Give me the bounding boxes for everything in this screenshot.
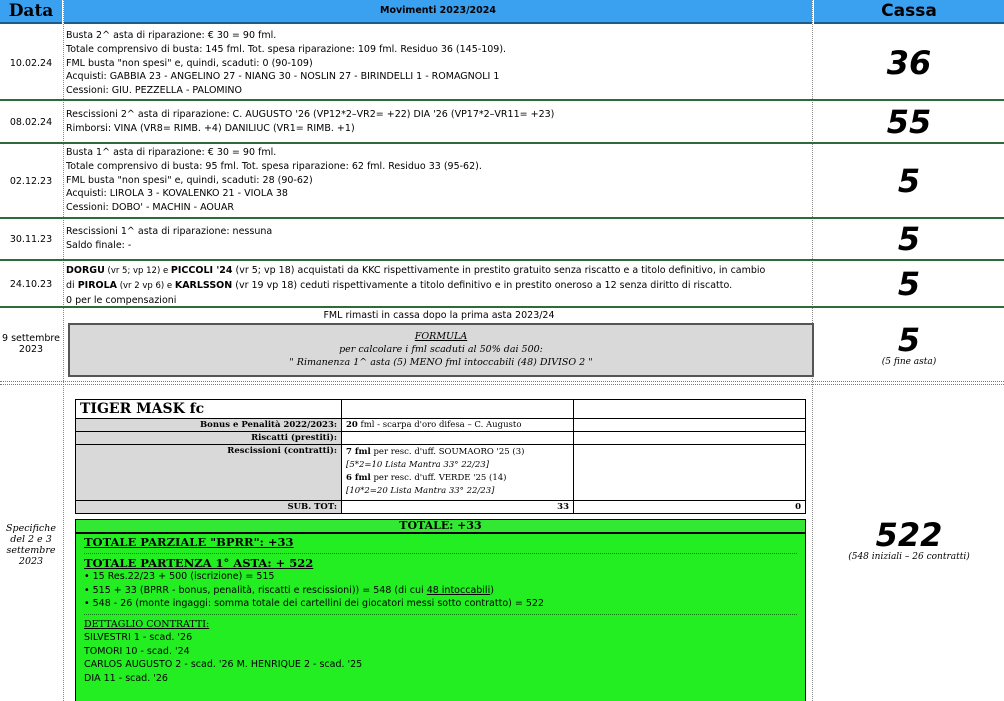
bullet-line — [84, 584, 797, 598]
text-line: Cessioni: GIU. PEZZELLA - PALOMINO — [66, 85, 243, 97]
divider — [84, 614, 797, 615]
player-details: (vr 5; vp 18) acquistati da KKC rispettivamente in prestito gratuito senza riscatto e a titolo definitivo, in cambio — [232, 265, 766, 276]
subtot-label: SUB. TOT: — [76, 501, 342, 513]
row-cassa — [814, 146, 1004, 216]
text-line: Totale comprensivo di busta: 95 fml. Tot. spesa riparazione: 62 fml. Residuo 33 (95-62). — [66, 160, 482, 172]
table-cell — [342, 432, 574, 445]
formula-title: FORMULA — [414, 331, 468, 342]
row-cassa — [814, 221, 1004, 257]
riscatti-label: Riscatti (prestiti): — [76, 432, 342, 445]
text-line: 0 per le compensazioni — [66, 294, 177, 306]
row-divider — [0, 217, 1004, 219]
text-fragment: di — [66, 279, 78, 291]
text-line: FML busta "non spesi" e, quindi, scaduti: 0 (90-109) — [66, 57, 313, 69]
row-divider — [0, 381, 1004, 382]
table-cell — [574, 400, 805, 419]
cassa-value: 5 — [897, 220, 921, 258]
totale-bar: TOTALE: +33 — [75, 519, 806, 533]
cassa-value: 55 — [886, 103, 932, 141]
bonus-label: Bonus e Penalità 2022/2023: — [76, 419, 342, 432]
rescissioni-label: Rescissioni (contratti): — [76, 445, 342, 501]
table-cell — [342, 400, 574, 419]
formula-line: per calcolare i fml scaduti al 50% dai 500: — [339, 344, 543, 355]
rescissioni-value — [342, 445, 574, 501]
text-line: Acquisti: GABBIA 23 - ANGELINO 27 - NIANG 30 - NOSLIN 27 - BIRINDELLI 1 - ROMAGNOLI 1 — [66, 71, 500, 83]
text-line: Rescissioni 1^ asta di riparazione: nessuna — [66, 226, 273, 237]
text-line: Busta 1^ asta di riparazione: € 30 = 90 fml. — [66, 147, 277, 158]
subtot-value: 33 — [342, 501, 574, 513]
player-details: (vr 19 vp 18) ceduti rispettivamente a titolo definitivo e in prestito oneroso a 12 senza diritto di riscatto. — [232, 279, 733, 291]
row-date: Specifiche del 2 e 3 settembre 2023 — [6, 523, 56, 567]
row-date: 30.11.23 — [9, 233, 53, 245]
dettaglio-title: DETTAGLIO CONTRATTI: — [84, 618, 210, 630]
player-details: (vr 2 vp 6) e — [117, 280, 175, 291]
player-name: PICCOLI '24 — [170, 265, 233, 276]
contract-line: DIA 11 - scad. '26 — [84, 672, 168, 684]
contract-line: SILVESTRI 1 - scad. '26 — [84, 632, 193, 643]
column-divider — [63, 0, 64, 701]
row-divider — [0, 384, 1004, 385]
contract-line: CARLOS AUGUSTO 2 - scad. '26 M. HENRIQUE 2 - scad. '25 — [84, 659, 363, 670]
divider — [84, 553, 797, 554]
text-line: Saldo finale: - — [66, 239, 132, 251]
row-date: 02.12.23 — [9, 175, 53, 187]
header-cassa: Cassa — [814, 0, 1004, 24]
resc-amount: 6 fml — [346, 473, 371, 483]
resc-note: [5*2=10 Lista Mantra 33° 22/23] — [346, 460, 490, 470]
header-data: Data — [0, 0, 62, 24]
cassa-value: 5 — [897, 321, 921, 359]
text-fragment: ) — [490, 584, 494, 596]
resc-desc: per resc. d'uff. SOUMAORO '25 (3) — [370, 447, 525, 457]
resc-amount: 7 fml — [346, 447, 371, 457]
row-date: 24.10.23 — [9, 278, 53, 290]
bullet-line: • 15 Res.22/23 + 500 (iscrizione) = 515 — [84, 571, 275, 582]
row-cassa — [814, 103, 1004, 141]
text-line: Rescissioni 2^ asta di riparazione: C. AUGUSTO '26 (VP12*2–VR2= +22) DIA '26 (VP17*2–VR11= +23) — [66, 109, 555, 120]
text-line — [66, 264, 810, 279]
cassa-value: 5 — [897, 265, 921, 303]
text-line: Busta 2^ asta di riparazione: € 30 = 90 fml. — [66, 30, 277, 41]
row-movimenti — [66, 146, 810, 215]
header-movimenti: Movimenti 2023/2024 — [64, 0, 812, 24]
player-name: KARLSSON — [174, 279, 233, 291]
row-divider — [0, 142, 1004, 144]
cassa-value: 5 — [897, 162, 921, 200]
fml-rimasti-label: FML rimasti in cassa dopo la prima asta 2023/24 — [323, 310, 555, 321]
table-cell — [574, 432, 805, 445]
totale-partenza: TOTALE PARTENZA 1° ASTA: + 522 — [84, 555, 314, 570]
cassa-value: 36 — [886, 44, 932, 82]
intoccabili-link: 48 intoccabili — [426, 584, 491, 596]
row-cassa — [814, 500, 1004, 580]
player-name: DORGU — [66, 265, 105, 276]
totale-parziale: TOTALE PARZIALE "BPRR": +33 — [84, 535, 294, 549]
bonus-value — [342, 419, 574, 432]
row-date: 9 settembre 2023 — [2, 333, 60, 355]
row-movimenti — [66, 108, 810, 136]
player-name: PIROLA — [77, 279, 117, 291]
row-cassa — [814, 28, 1004, 98]
formula-box — [68, 323, 814, 377]
row-cassa — [814, 312, 1004, 378]
formula-line: " Rimanenza 1^ asta (5) MENO fml intoccabili (48) DIVISO 2 " — [289, 357, 593, 368]
row-movimenti — [66, 225, 810, 253]
team-table — [75, 399, 806, 514]
row-date: 08.02.24 — [9, 116, 53, 128]
summary-box — [75, 533, 806, 701]
row-divider — [0, 306, 1004, 308]
row-movimenti — [66, 264, 810, 307]
text-line: FML busta "non spesi" e, quindi, scaduti: 28 (90-62) — [66, 174, 313, 186]
team-name: TIGER MASK fc — [76, 400, 342, 419]
cassa-note: (5 fine asta) — [881, 357, 937, 367]
contract-line: TOMORI 10 - scad. '24 — [84, 645, 190, 657]
table-cell — [574, 445, 805, 501]
resc-note: [10*2=20 Lista Mantra 33° 22/23] — [346, 486, 495, 496]
bonus-amount: 20 — [346, 420, 358, 430]
bullet-line: • 548 - 26 (monte ingaggi: somma totale dei cartellini dei giocatori messi sotto contratto) = 522 — [84, 598, 544, 609]
text-line: Totale comprensivo di busta: 145 fml. Tot. spesa riparazione: 109 fml. Residuo 36 (145-109). — [66, 43, 507, 55]
player-details: (vr 5; vp 12) e — [104, 266, 171, 276]
cassa-value: 522 — [875, 516, 943, 554]
text-line — [66, 279, 810, 294]
text-fragment: • 515 + 33 (BPRR - bonus, penalità, riscatti e rescissioni)) = 548 (di cui — [84, 584, 427, 596]
row-divider — [0, 99, 1004, 101]
subtot-value: 0 — [795, 502, 801, 512]
text-line: Cessioni: DOBO' - MACHIN - AOUAR — [66, 202, 234, 214]
text-line: Acquisti: LIROLA 3 - KOVALENKO 21 - VIOLA 38 — [66, 188, 288, 200]
row-date: 10.02.24 — [9, 57, 53, 69]
row-movimenti — [66, 29, 810, 98]
row-cassa — [814, 263, 1004, 305]
text-line: Rimborsi: VINA (VR8= RIMB. +4) DANILIUC (VR1= RIMB. +1) — [66, 122, 355, 134]
resc-desc: per resc. d'uff. VERDE '25 (14) — [370, 473, 507, 483]
row-divider — [0, 259, 1004, 261]
bonus-desc: fml - scarpa d'oro difesa – C. Augusto — [357, 420, 522, 430]
table-cell — [574, 419, 805, 432]
cassa-note: (548 iniziali – 26 contratti) — [848, 552, 970, 562]
